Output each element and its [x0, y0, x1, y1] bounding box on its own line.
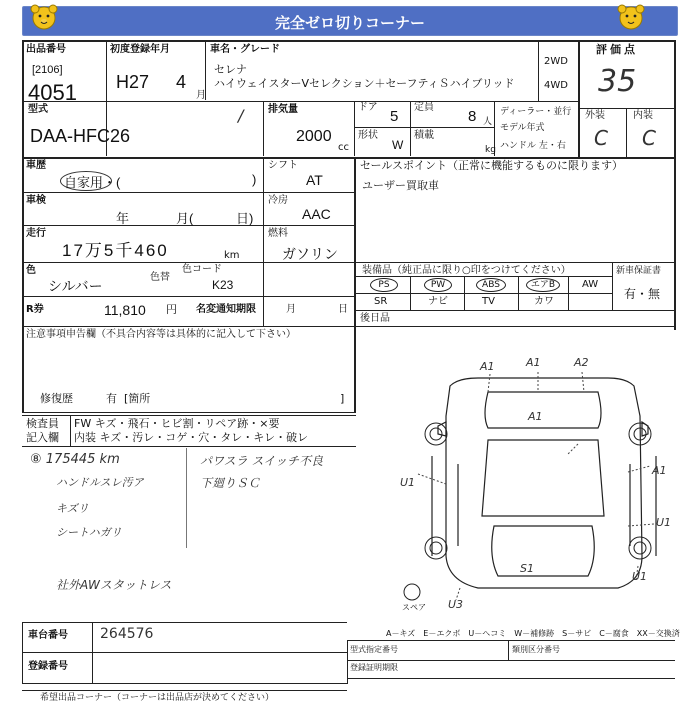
spare-label: スペア	[402, 603, 426, 612]
grid-line	[347, 640, 348, 684]
note-left: ⑧ 175445 km	[30, 452, 120, 467]
equipment-ps: PS	[370, 278, 398, 292]
color-change-label: 色替	[150, 272, 170, 283]
inspector-label-2: 記入欄	[26, 431, 59, 444]
car-damage-diagram	[398, 356, 678, 606]
capacity-unit: 人	[483, 117, 493, 127]
doors-value: 5	[390, 108, 399, 125]
registration-year: H27	[116, 72, 150, 92]
interior-label: 内装	[633, 110, 653, 121]
footer-text: 希望出品コーナー（コーナーは出品店が決めてください）	[40, 693, 275, 703]
reg-due-label: 登録証明期限	[350, 663, 398, 672]
type-value: DAA-HFC26	[30, 126, 131, 146]
aircon-label: 冷房	[268, 195, 288, 206]
bear-logo-left-icon	[27, 2, 61, 32]
grid-line	[22, 412, 356, 413]
warranty-value: 有・無	[624, 287, 661, 301]
load-unit: kg	[485, 145, 496, 155]
grid-line	[347, 660, 675, 661]
grid-line	[410, 276, 411, 310]
capacity-value: 8	[468, 108, 477, 125]
grid-line	[578, 40, 580, 158]
drive-4wd: 4WD	[544, 80, 568, 91]
inspection-day: 日)	[236, 211, 254, 226]
note-left: 社外AWスタットレス	[56, 578, 172, 592]
damage-mark: S1	[520, 562, 534, 575]
page-title: 完全ゼロ切りコーナー	[274, 14, 425, 32]
registration-label: 初度登録年月	[110, 44, 170, 55]
displacement-unit: cc	[338, 142, 349, 153]
grid-line	[356, 310, 676, 311]
grid-line	[518, 276, 519, 310]
notes-label: 注意事項申告欄（不具合内容等は具体的に記入して下さい）	[26, 329, 296, 340]
grid-line	[354, 158, 356, 412]
registration-month-unit: 月	[196, 90, 206, 101]
damage-mark: A1	[480, 360, 495, 373]
repair-label: 修復歴	[40, 392, 73, 405]
inspection-label: 車検	[26, 195, 46, 206]
type-mark: /	[238, 106, 244, 125]
chassis-label: 車台番号	[28, 630, 68, 641]
lot-code: [2106]	[32, 64, 63, 76]
grid-line	[22, 262, 676, 263]
lot-label: 出品番号	[26, 44, 66, 55]
model-label: 車名・グレード	[210, 44, 280, 55]
grid-line	[22, 622, 23, 684]
inspection-year: 年	[116, 211, 130, 226]
note-right: パワスラ スイッチ不良	[200, 454, 323, 468]
grid-line	[354, 127, 494, 128]
equipment-sr: SR	[374, 296, 388, 307]
shape-label: 形状	[358, 130, 378, 141]
dealer-label: ディーラー・並行	[500, 107, 572, 117]
damage-mark: A1	[528, 410, 543, 423]
registration-month: 4	[176, 72, 187, 92]
damage-mark: U3	[448, 598, 464, 611]
grid-line	[347, 678, 675, 679]
grid-line	[22, 690, 347, 691]
damage-mark: U1	[632, 570, 648, 583]
recycle-value: 11,810	[104, 302, 146, 318]
equipment-abs: ABS	[476, 278, 506, 292]
grid-line	[70, 415, 71, 446]
type-label: 型式	[28, 104, 48, 115]
damage-mark: A2	[574, 356, 589, 369]
grid-line	[464, 276, 465, 310]
warranty-label: 新車保証書	[616, 266, 662, 276]
designation-label: 型式指定番号	[350, 645, 398, 654]
score-label: 評価点	[596, 43, 638, 56]
grid-line	[263, 101, 264, 156]
handle-label: ハンドル 左・右	[500, 141, 566, 151]
mileage-value: 17万5千460	[62, 241, 169, 260]
model-name: セレナ	[214, 63, 247, 76]
shift-label: シフト	[268, 160, 298, 171]
grid-line	[92, 622, 93, 684]
history-close: )	[252, 172, 257, 187]
rear-items-label: 後日品	[360, 313, 390, 324]
history-value: 自家用・(	[64, 175, 121, 190]
drive-2wd: 2WD	[544, 56, 568, 67]
equipment-airbag: エアB	[526, 278, 560, 292]
inspector-line-1: FW キズ・飛石・ヒビ割・リペア跡・×要	[74, 417, 280, 430]
grid-line	[538, 40, 539, 102]
inspector-label: 検査員	[26, 417, 59, 430]
note-left: ハンドルスレ汚ア	[56, 476, 144, 489]
equipment-aw: AW	[582, 279, 599, 290]
notice-label: 名変通知期限	[196, 304, 256, 315]
grid-line	[22, 446, 356, 447]
grid-line	[347, 640, 675, 641]
repair-close: ]	[340, 392, 345, 405]
displacement-label: 排気量	[268, 104, 298, 115]
fuel-value: ガソリン	[282, 246, 338, 262]
header-bar	[22, 6, 678, 36]
grid-line	[22, 40, 24, 412]
damage-legend: A－キズ E－エクボ U－ヘコミ W－補修跡 S－サビ C－腐食 XX－交換済	[386, 629, 680, 638]
grid-line	[22, 683, 347, 684]
notice-day: 日	[338, 304, 348, 315]
color-code: K23	[212, 278, 234, 292]
grid-line	[22, 326, 676, 327]
grid-line	[22, 415, 356, 416]
aircon-value: AAC	[302, 206, 331, 222]
note-left: キズリ	[56, 502, 89, 515]
load-label: 積載	[414, 130, 434, 141]
damage-mark: A1	[652, 464, 667, 477]
grid-line	[568, 276, 569, 310]
note-right: 下廻りＳＣ	[200, 476, 261, 490]
grid-line	[22, 652, 347, 653]
note-divider	[186, 448, 187, 548]
bear-logo-right-icon	[614, 2, 648, 32]
doors-label: ドア	[358, 102, 378, 113]
mileage-label: 走行	[26, 228, 46, 239]
damage-mark: U1	[656, 516, 672, 529]
grid-line	[22, 192, 354, 193]
notice-month: 月	[286, 304, 296, 315]
equipment-leather: カワ	[534, 296, 554, 307]
damage-mark: U1	[400, 476, 416, 489]
equipment-navi: ナビ	[428, 296, 448, 307]
model-year-label: モデル年式	[500, 123, 545, 133]
equipment-tv: TV	[482, 296, 495, 307]
equipment-label: 装備品（純正品に限り○印をつけてください）	[362, 265, 571, 276]
equipment-pw: PW	[424, 278, 452, 292]
displacement-value: 2000	[296, 128, 332, 145]
class-label: 類別区分番号	[512, 645, 560, 654]
damage-mark: A1	[526, 356, 541, 369]
fuel-label: 燃料	[268, 228, 288, 239]
grid-line	[22, 622, 347, 623]
model-grade: ハイウェイスターVセレクション＋セーフティＳハイブリッド	[214, 77, 515, 90]
color-value: シルバー	[48, 278, 103, 294]
grid-line	[674, 40, 676, 330]
recycle-label: R券	[26, 304, 44, 315]
grid-line	[354, 101, 355, 156]
grid-line	[22, 296, 354, 297]
shape-value: W	[392, 138, 404, 152]
inspector-line-2: 内装 キズ・汚レ・コゲ・穴・タレ・キレ・破レ	[74, 431, 309, 444]
plate-label: 登録番号	[28, 661, 68, 672]
score-value: 35	[598, 64, 637, 99]
sales-point-value: ユーザー買取車	[362, 179, 439, 192]
repair-value: 有	[106, 392, 117, 405]
shift-value: AT	[306, 172, 323, 188]
exterior-label: 外装	[585, 110, 605, 121]
inspection-month: 月(	[176, 211, 194, 226]
grid-line	[612, 263, 613, 310]
chassis-value: 264576	[100, 626, 154, 642]
note-left: シートハガリ	[56, 526, 122, 539]
color-code-label: 色コード	[182, 264, 222, 275]
grid-line	[356, 293, 612, 294]
color-label: 色	[26, 265, 36, 276]
grid-line	[410, 101, 411, 156]
history-label: 車歴	[26, 160, 46, 171]
lot-number: 4051	[28, 80, 77, 105]
interior-grade: C	[642, 126, 656, 150]
grid-line	[508, 640, 509, 660]
repair-place: [箇所	[124, 392, 151, 405]
sales-point-label: セールスポイント（正常に機能するものに限ります）	[360, 159, 624, 172]
mileage-unit: km	[224, 250, 240, 261]
exterior-grade: C	[594, 126, 608, 150]
capacity-label: 定員	[414, 102, 434, 113]
grid-line	[263, 158, 264, 326]
grid-line	[626, 108, 627, 158]
recycle-unit: 円	[166, 303, 177, 316]
